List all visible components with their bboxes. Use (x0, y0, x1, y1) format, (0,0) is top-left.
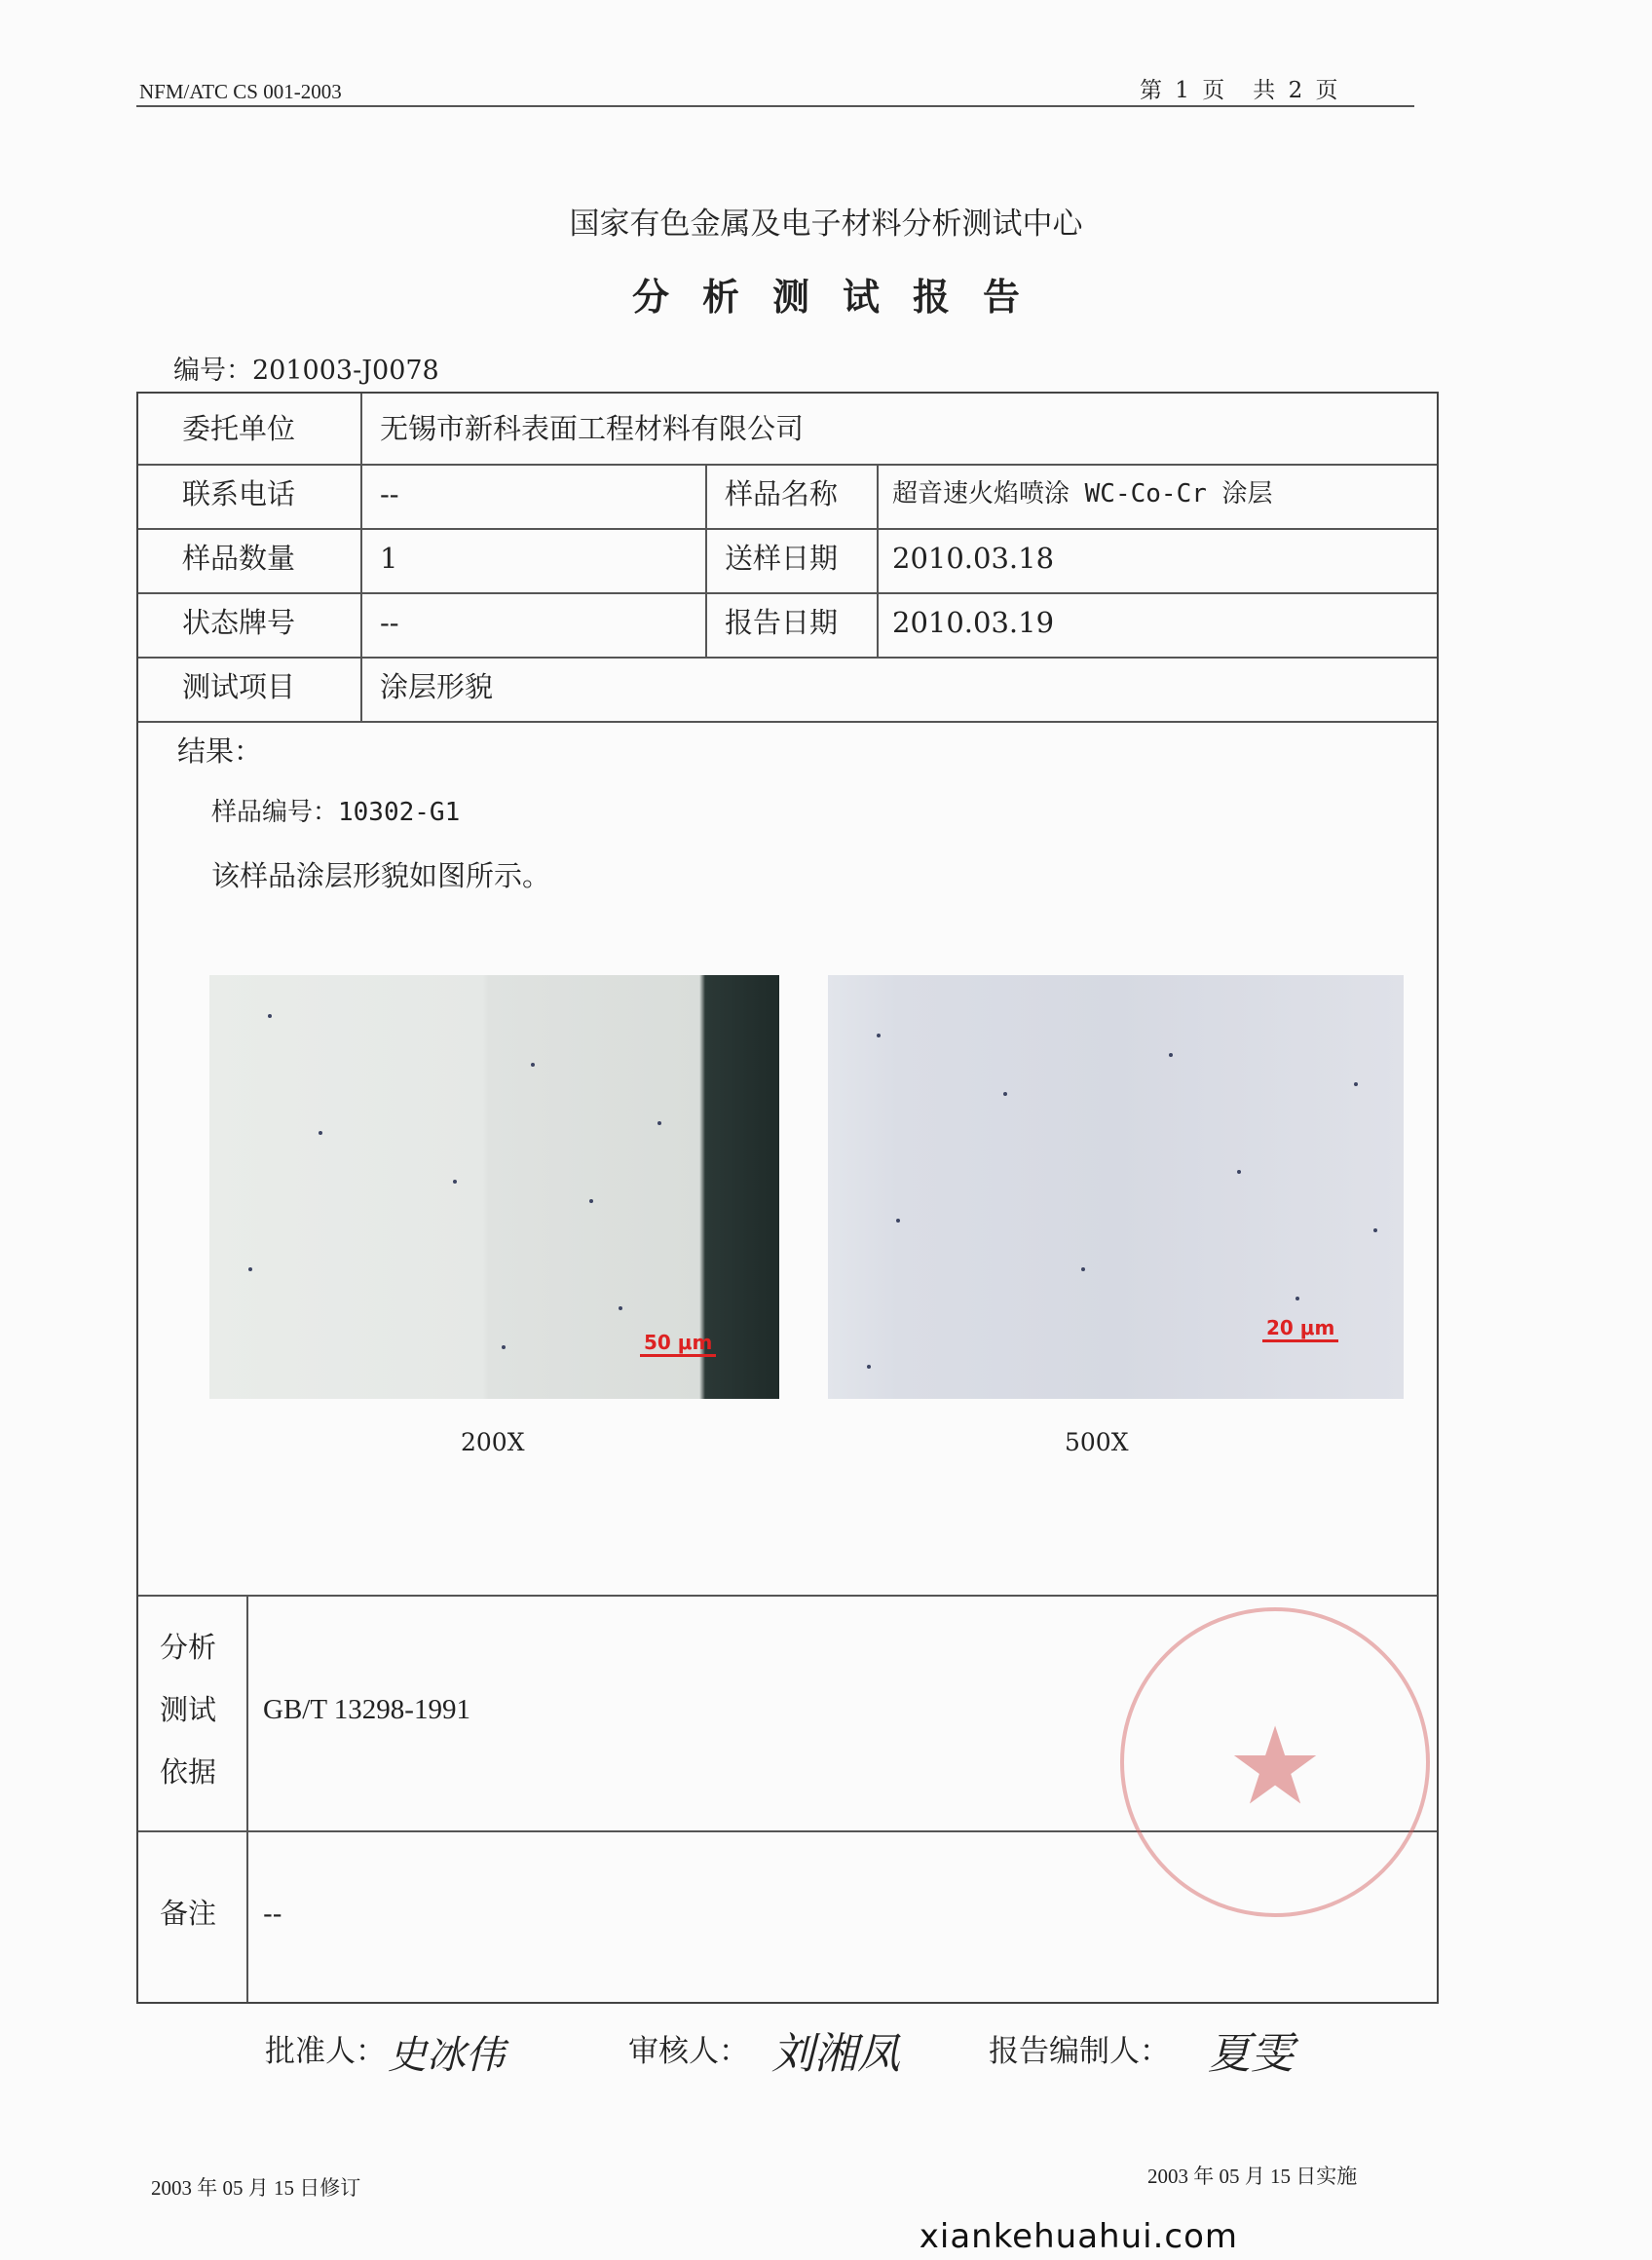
header-rule (136, 105, 1414, 107)
test-item-label: 测试项目 (182, 670, 296, 703)
quantity-value: 1 (380, 542, 398, 575)
report-date-label: 报告日期 (725, 606, 839, 639)
approver-signature: 史冰伟 (388, 2033, 505, 2078)
report-date-value: 2010.03.19 (892, 606, 1055, 639)
magnification-500x: 500X (1065, 1428, 1129, 1456)
page-info: 第 1 页 共 2 页 (1140, 78, 1341, 103)
site-watermark: xiankehuahui.com (919, 2217, 1238, 2256)
results-label: 结果： (177, 734, 263, 768)
basis-label-line-2: 测试 (160, 1693, 217, 1726)
reviewer-label: 审核人： (628, 2034, 749, 2069)
basis-label-line-3: 依据 (160, 1755, 217, 1789)
seal-star-icon: ★ (1226, 1704, 1324, 1828)
reviewer-signature: 刘湘凤 (771, 2029, 900, 2079)
organization-name: 国家有色金属及电子材料分析测试中心 (569, 207, 1083, 242)
compiler-label: 报告编制人： (989, 2034, 1170, 2069)
sample-number: 样品编号：10302-G1 (211, 798, 461, 827)
state-label: 状态牌号 (182, 606, 296, 639)
sample-name-label: 样品名称 (725, 477, 839, 510)
client-label: 委托单位 (182, 412, 296, 445)
received-date-label: 送样日期 (725, 542, 839, 575)
revision-date: 2003 年 05 月 15 日修订 (151, 2176, 361, 2200)
doc-code: NFM/ATC CS 001-2003 (139, 80, 342, 103)
report-number: 编号：201003-J0078 (173, 356, 439, 386)
basis-label-line-1: 分析 (160, 1631, 217, 1664)
scale-bar-500x: 20 μm (1262, 1316, 1338, 1342)
micrograph-500x (828, 975, 1404, 1399)
official-seal (1120, 1607, 1430, 1917)
phone-value: -- (380, 477, 399, 510)
received-date-value: 2010.03.18 (892, 542, 1055, 575)
scale-bar-200x: 50 μm (640, 1331, 716, 1357)
micrograph-200x (209, 975, 779, 1399)
report-title: 分析测试报告 (631, 275, 1053, 319)
test-item-value: 涂层形貌 (380, 670, 494, 703)
client-value: 无锡市新科表面工程材料有限公司 (380, 412, 805, 445)
remarks-value: -- (263, 1897, 282, 1930)
quantity-label: 样品数量 (182, 542, 296, 575)
compiler-signature: 夏雯 (1208, 2029, 1294, 2079)
basis-standard: GB/T 13298-1991 (263, 1694, 470, 1725)
state-value: -- (380, 606, 399, 639)
magnification-200x: 200X (461, 1428, 525, 1456)
sample-name-value: 超音速火焰喷涂 WC-Co-Cr 涂层 (892, 479, 1273, 508)
results-description: 该样品涂层形貌如图所示。 (211, 859, 551, 892)
remarks-label: 备注 (160, 1897, 217, 1930)
approver-label: 批准人： (265, 2034, 386, 2069)
phone-label: 联系电话 (182, 477, 296, 510)
effective-date: 2003 年 05 月 15 日实施 (1147, 2165, 1358, 2188)
